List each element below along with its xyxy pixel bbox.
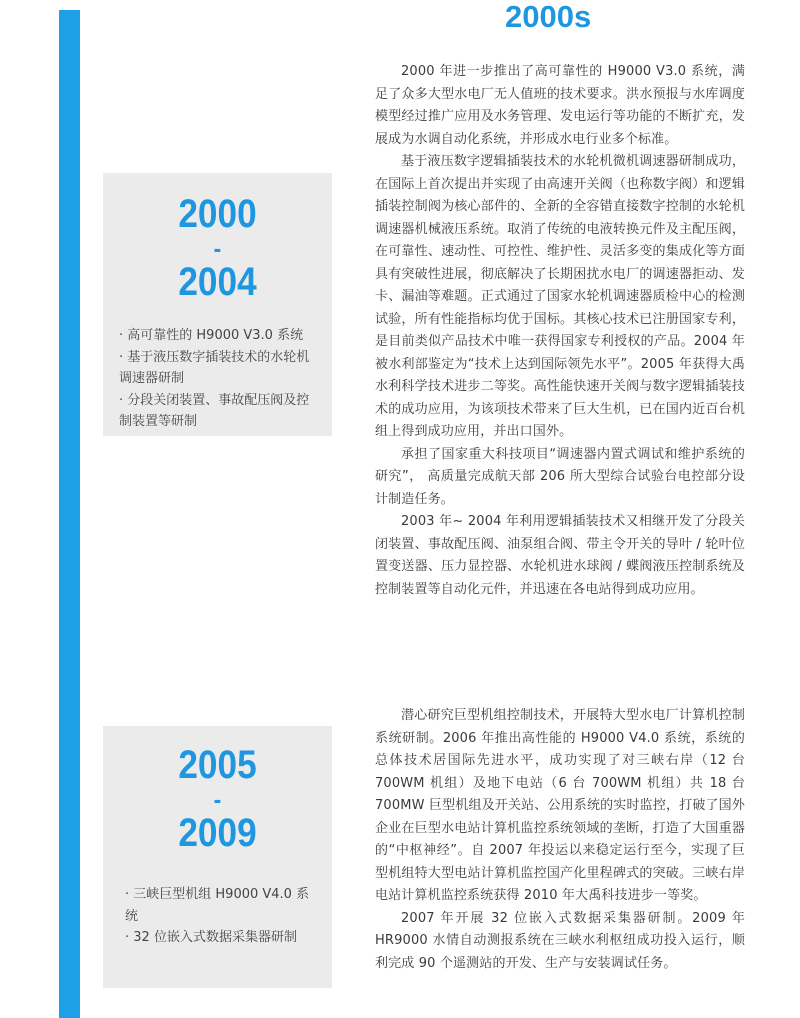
period-highlight-item: · 三峡巨型机组 H9000 V4.0 系统: [125, 887, 310, 924]
period-highlights-list: [125, 884, 322, 949]
period-highlight-item: · 分段关闭装置、事故配压阀及控制装置等研制: [119, 392, 310, 429]
period-end-year: 2004: [178, 260, 257, 304]
period-year-separator: -: [213, 784, 222, 814]
body-paragraph: 基于液压数字逻辑插装技术的水轮机微机调速器研制成功，在国际上首次提出并实现了由高速开关阀（也称数字阀）和逻辑插装控制阀为核心部件的、全新的全容错直接数字控制的水轮机调速器机械液压系统。取消了传统的电液转换元件及主配压阀，在可靠性、速动性、可控性、维护性、灵活多变的集成化等方面具有突破性进展，彻底解决了长期困扰水电厂的调速器拒动、发卡、漏油等难题。正式通过了国家水轮机调速器质检中心的检测试验，所有性能指标均优于国标。其核心技术已注册国家专利，是目前类似产品技术中唯一获得国家专利授权的产品。2004 年被水利部鉴定为“技术上达到国际领先水平”。2005 年获得大禹水利科学技术进步二等奖。高性能快速开关阀与数字逻辑插装技术的成功应用，为该项技术带来了巨大生机，已在国内近百台机组上得到成功应用，并出口国外。: [375, 154, 745, 439]
period-end-year: 2009: [178, 811, 257, 855]
decade-title: 2000s: [505, 0, 592, 34]
body-paragraph: 2000 年进一步推出了高可靠性的 H9000 V3.0 系统，满足了众多大型水电厂无人值班的技术要求。洪水预报与水库调度模型经过推广应用及水务管理、发电运行等功能的不断扩充，发展成为水调自动化系统，并形成水电行业多个标准。: [375, 64, 745, 147]
body-paragraph: 2003 年~ 2004 年利用逻辑插装技术又相继开发了分段关闭装置、事故配压阀、油泵组合阀、带主令开关的导叶 / 轮叶位置变送器、压力显控器、水轮机进水球阀 / 蝶阀液压控制系统及控制装置等自动化元件，并迅速在各电站得到成功应用。: [375, 514, 745, 597]
period-start-year: 2005: [178, 743, 257, 787]
period-summary-card: [103, 173, 332, 436]
body-paragraph: 承担了国家重大科技项目“调速器内置式调试和维护系统的研究”， 高质量完成航天部 206 所大型综合试验台电控部分设计制造任务。: [375, 446, 745, 507]
period-start-year: 2000: [178, 192, 257, 236]
timeline-accent-bar: [59, 10, 80, 1018]
period-summary-card: [103, 726, 332, 988]
period-highlights-list: [119, 325, 322, 433]
period-highlight-item: · 基于液压数字插装技术的水轮机调速器研制: [119, 349, 310, 386]
period-body-text: [375, 61, 745, 601]
period-body-text: [375, 705, 745, 975]
period-highlight-item: · 高可靠性的 H9000 V3.0 系统: [119, 328, 304, 343]
period-years: [117, 744, 319, 854]
body-paragraph: 2007 年开展 32 位嵌入式数据采集器研制。2009 年 HR9000 水情自动测报系统在三峡水利枢纽成功投入运行，顺利完成 90 个遥测站的开发、生产与安装调试任务。: [375, 910, 745, 971]
body-paragraph: 潜心研究巨型机组控制技术，开展特大型水电厂计算机控制系统研制。2006 年推出高性能的 H9000 V4.0 系统，系统的总体技术居国际先进水平，成功实现了对三峡右岸（12 台 700WM 机组）及地下电站（6 台 700WM 机组）共 18 台 700MW 巨型机组及开关站、公用系统的实时监控，打破了国外企业在巨型水电站计算机监控系统领域的垄断，打造了大国重器的“中枢神经”。自 2007 年投运以来稳定运行至今，实现了巨型机组特大型电站计算机监控国产化里程碑式的突破。三峡右岸电站计算机监控系统获得 2010 年大禹科技进步一等奖。: [375, 708, 745, 903]
period-year-separator: -: [213, 233, 222, 263]
period-years: [117, 193, 319, 303]
period-highlight-item: · 32 位嵌入式数据采集器研制: [125, 930, 297, 945]
